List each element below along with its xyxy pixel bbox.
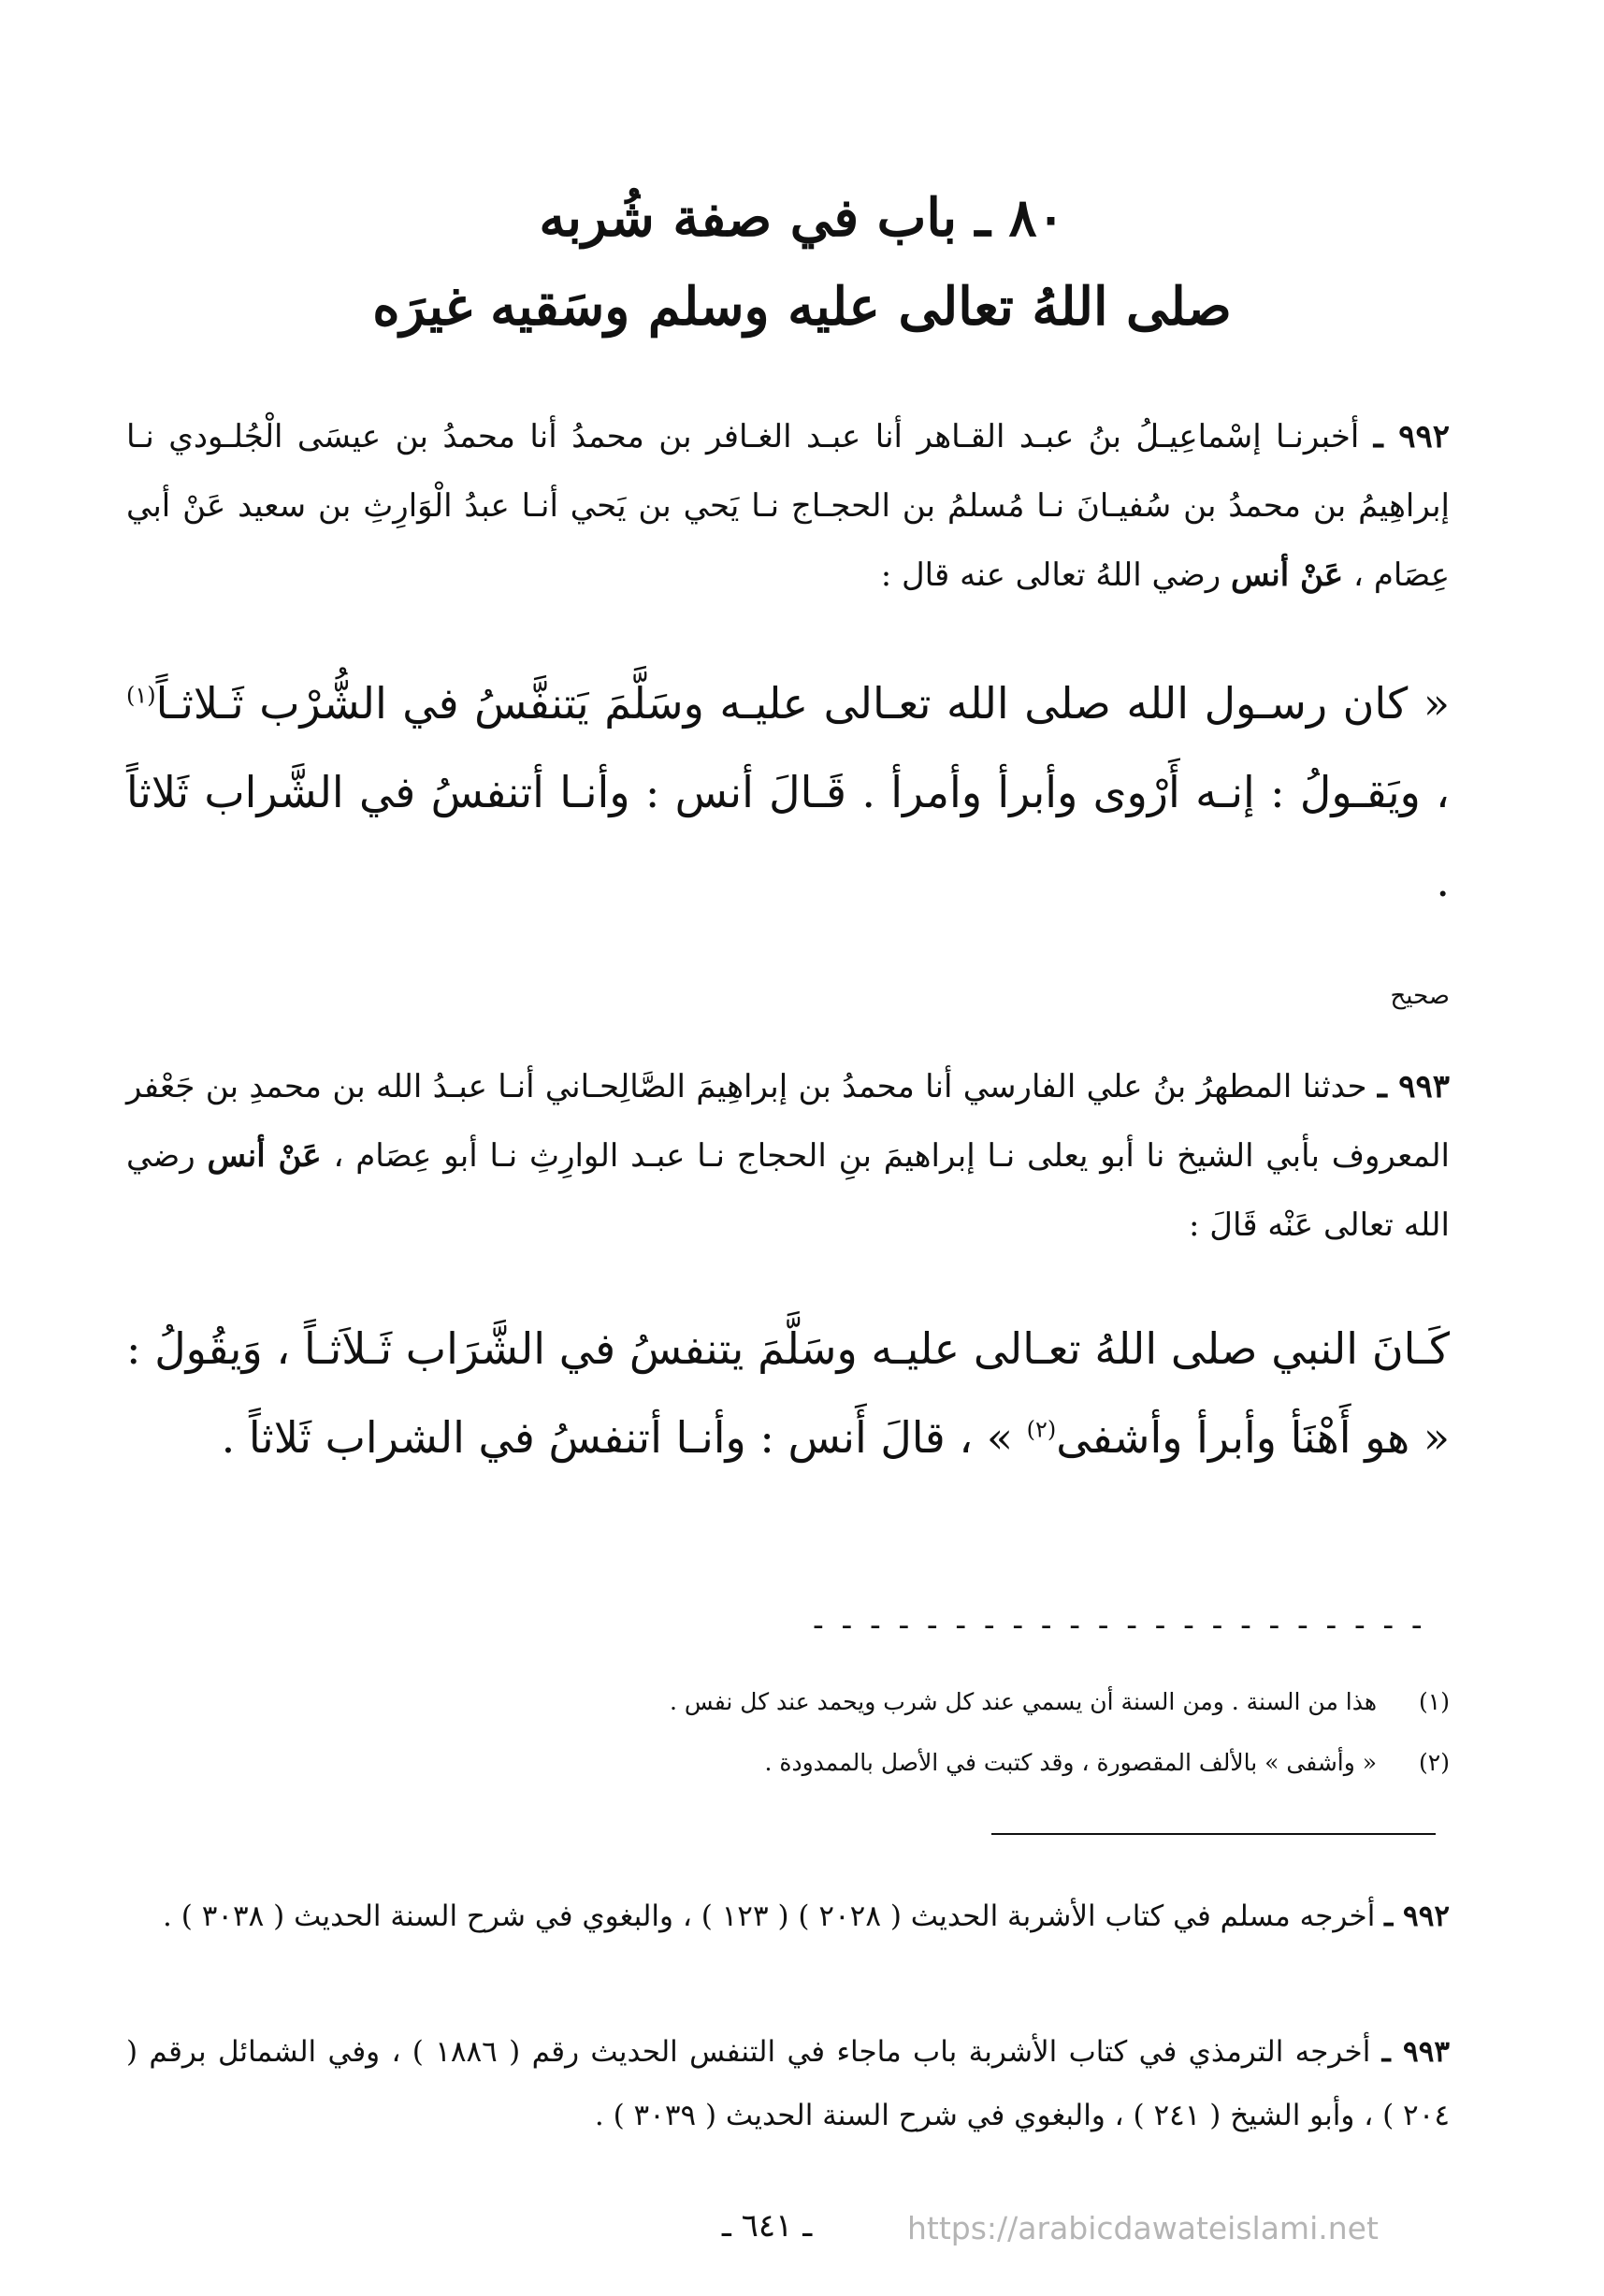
hadith-993-isnad-text: حدثنا المطهرُ بنُ علي الفارسي أنا محمدُ بن إبراهِيمَ الصَّالِحـاني أنـا عبـدُ الله بن محمدِ بن جَعْفر المعروف بأبي الشيخ نا أبو يعلى نـا إبراهيمَ بنِ الحجاج نـا عبـد الوارِثِ نـا أبو عِصَام ، xyxy=(126,1068,1451,1175)
footnote-1-text: هذا من السنة . ومن السنة أن يسمي عند كل شرب ويحمد عند كل نفس . xyxy=(669,1688,1378,1715)
hadith-992-isnad-end: رضي اللهُ تعالى عنه قال : xyxy=(880,556,1221,594)
takhrij-992-text: أخرجه مسلم في كتاب الأشربة الحديث ( ٢٠٢٨ ) ( ١٢٣ ) ، والبغوي في شرح السنة الحديث ( ٣٠٣٨ ) . xyxy=(163,1899,1376,1933)
hadith-993-matn-end: » ، قالَ أَنس : وأنـا أتنفسُ في الشراب ثَلاثاً . xyxy=(221,1412,1014,1463)
hadith-993-number: ٩٩٣ ـ xyxy=(1377,1068,1450,1105)
hadith-993-matn xyxy=(126,1305,1450,1482)
footnote-2 xyxy=(468,1749,1450,1776)
footnote-ref-2: (٢) xyxy=(1026,1416,1057,1443)
footnote-2-text: « وأشفى » بالألف المقصورة ، وقد كتبت في الأصل بالممدودة . xyxy=(764,1749,1378,1776)
footnote-ref-1: (١) xyxy=(126,682,156,709)
watermark-url: https://arabicdawateislami.net xyxy=(907,2210,1379,2246)
hadith-992-isnad xyxy=(126,402,1450,610)
footnote-2-number: (٢) xyxy=(1419,1749,1450,1776)
footnote-1-number: (١) xyxy=(1419,1688,1450,1715)
hadith-992-number: ٩٩٢ ـ xyxy=(1373,418,1450,455)
hadith-993-narrator: عَنْ أنس xyxy=(207,1137,322,1175)
takhrij-993-text: أخرجه الترمذي في كتاب الأشربة باب ماجاء في التنفس الحديث رقم ( ١٨٨٦ ) ، وفي الشمائل برقم ( ٢٠٤ ) ، وأبو الشيخ ( ٢٤١ ) ، والبغوي في شرح السنة الحديث ( ٣٠٣٩ ) . xyxy=(126,2035,1450,2132)
chapter-title: ٨٠ ـ باب في صفة شُربه xyxy=(539,187,1065,249)
hadith-992-narrator: عَنْ أنس xyxy=(1230,556,1344,594)
takhrij-993-number: ٩٩٣ ـ xyxy=(1381,2035,1450,2069)
hadith-992-grade: صحيح xyxy=(1390,982,1450,1010)
chapter-subtitle: صلى اللهُ تعالى عليه وسلم وسَقيه غيرَه xyxy=(372,276,1232,338)
page-number: ـ ٦٤١ ـ xyxy=(721,2207,813,2245)
hadith-992-matn-end: ، ويَقـولُ : إنـه أَرْوى وأبرأ وأمرأ . قَـالَ أنس : وأنـا أتنفسُ في الشَّراب ثَلاثاً . xyxy=(126,767,1450,906)
takhrij-992-number: ٩٩٢ ـ xyxy=(1384,1899,1450,1933)
hadith-992-matn xyxy=(126,659,1450,926)
hadith-993-isnad xyxy=(126,1052,1450,1260)
takhrij-992 xyxy=(126,1884,1450,1948)
hadith-992-matn-text: « كان رسـول الله صلى الله تعـالى عليـه وسَلَّمَ يَتنفَّسُ في الشُّرْب ثَـلاثـاً xyxy=(155,678,1450,729)
takhrij-993 xyxy=(126,2020,1450,2147)
hadith-993-matn-text: كَـانَ النبي صلى اللهُ تعـالى عليـه وسَلَّمَ يتنفسُ في الشَّرَاب ثَـلاَثـاً ، وَيقُولُ : « هو أَهْنَأ وأبرأ وأشفى xyxy=(126,1323,1450,1463)
footnote-1 xyxy=(468,1688,1450,1715)
hadith-992-isnad-text: أخبرنـا إسْماعِيـلُ بنُ عبـد القـاهر أنا عبـد الغـافر بن محمدُ أنا محمدُ بن عيسَى الْجُلـودي نـا إبراهِيمُ بن محمدُ بن سُفيـانَ نـا مُسلمُ بن الحجـاج نـا يَحي بن يَحي أنـا عبدُ الْوَارِثِ بن سعيد عَنْ أبي عِصَام ، xyxy=(126,418,1450,594)
takhrij-rule xyxy=(991,1833,1436,1835)
hadith-993-isnad-end: رضي الله تعالى عَنْه قَالَ : xyxy=(126,1137,1450,1244)
footnote-divider: ---------------------- xyxy=(808,1607,1436,1644)
